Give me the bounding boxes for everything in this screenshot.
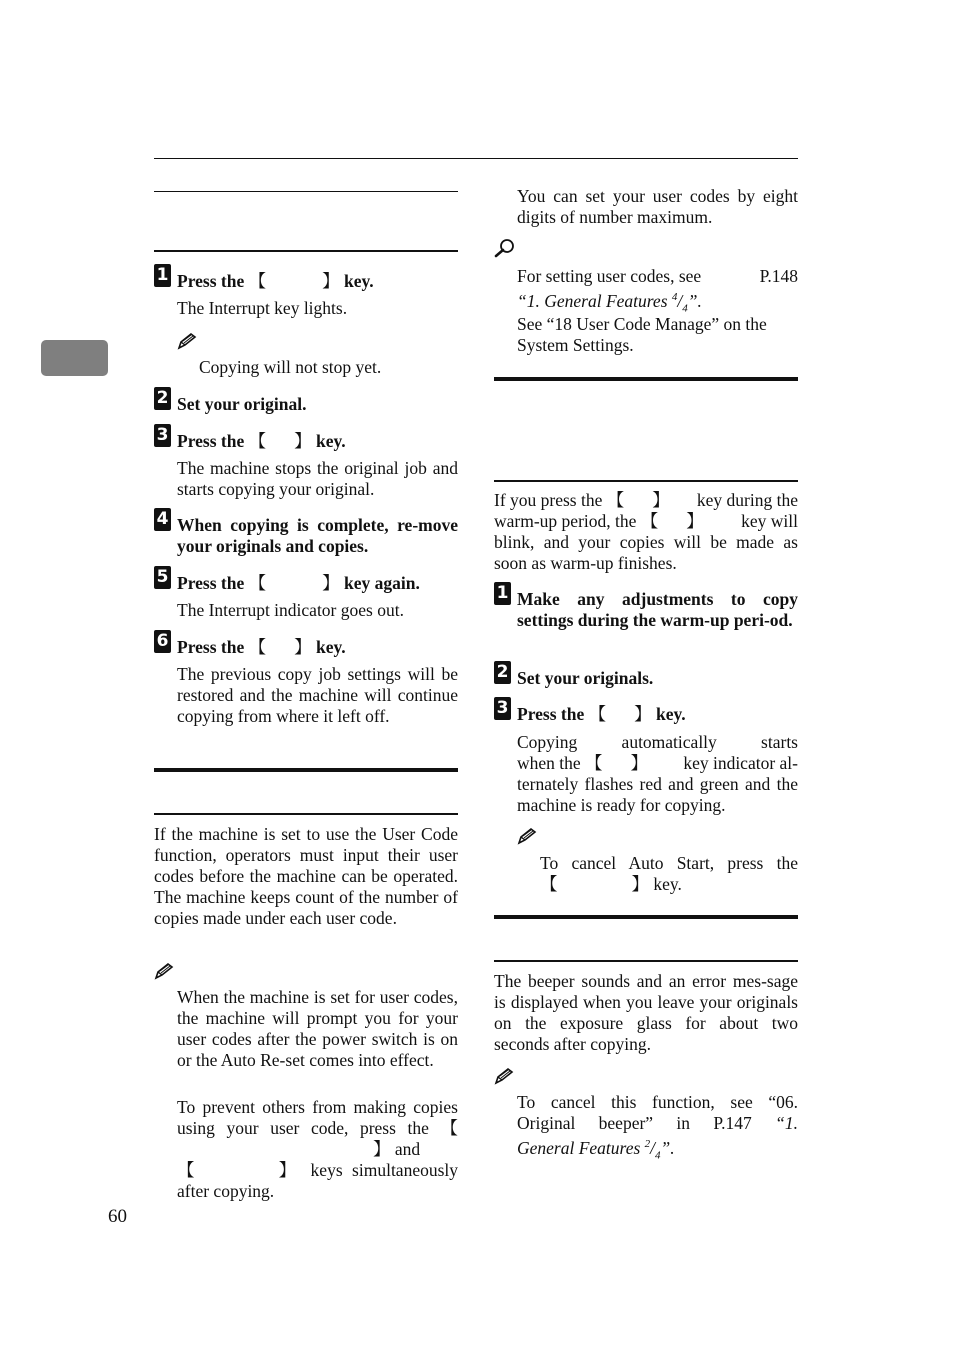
bracket-open: 【 <box>585 753 603 773</box>
step-text-pre: Press the <box>177 431 249 451</box>
bracket-open: 【 <box>588 704 607 724</box>
section-title-rule <box>154 813 458 815</box>
intro-d: key will <box>741 511 798 531</box>
ref1-end: ”. <box>687 290 702 311</box>
beeper-note-pre: To cancel this function, see “06. Original beeper” in <box>517 1092 798 1133</box>
bracket-close: 】 <box>273 1160 302 1180</box>
intro-a: If you press the <box>494 490 607 510</box>
note-text: Copying will not stop yet. <box>199 357 382 377</box>
beeper-note: To cancel this function, see “06. Original beeper” in P.147 “1. General Features $^2/_4$”. <box>517 1092 799 1162</box>
step-number: 2 <box>494 661 511 684</box>
bracket-open: 【 <box>248 271 267 291</box>
bracket-open: 【 <box>177 1160 200 1180</box>
step-text: Set your originals. <box>517 668 654 688</box>
user-code-intro: If the machine is set to use the User Code function, operators must input their user codes before the machine can be operated. The machine keeps count of the number of copies made under each user code. <box>154 824 458 928</box>
step-text-pre: Press the <box>177 271 249 291</box>
user-code-note-a: When the machine is set for user codes, the machine will prompt you for your user codes after the power switch is on or the Auto Re-set comes into effect. <box>177 987 458 1070</box>
chapter-tab <box>41 340 108 376</box>
bracket-open: 【 <box>540 874 558 894</box>
left-section-top-rule <box>154 191 458 192</box>
bracket-close: 】 <box>294 637 312 657</box>
note-b-post: keys simultaneously after copying. <box>177 1160 459 1201</box>
step-number: 1 <box>494 582 511 605</box>
pencil-note-icon <box>494 1067 514 1085</box>
bracket-close: 】 <box>373 1139 391 1159</box>
step-number: 3 <box>494 697 511 720</box>
note-post: key. <box>649 874 682 894</box>
user-code-note-b <box>177 1097 458 1202</box>
bracket-close: 】 <box>631 874 649 894</box>
bracket-close: 】 <box>686 511 704 531</box>
section-title-rule <box>494 480 798 482</box>
intro-e: blink, and your copies will be made as soon as warm-up finishes. <box>494 532 798 573</box>
ref1-page[interactable]: P.148 <box>759 266 798 286</box>
ref1-title: “1. General Features <box>517 290 672 311</box>
step-1-desc: The Interrupt key lights. <box>177 298 348 318</box>
fraction-num: 4 <box>671 291 678 303</box>
step-text-post: key. <box>311 637 346 657</box>
step-text: Make any adjustments to copy settings during the warm-up peri-od. <box>517 589 798 630</box>
bracket-close: 】 <box>652 490 670 510</box>
step-number: 4 <box>154 508 171 531</box>
step-text-pre: Press the <box>517 704 589 724</box>
step-text-post: key again. <box>339 573 420 593</box>
beeper-note-title-a: “1. <box>775 1113 799 1133</box>
reference-2: See “18 User Code Manage” on the System Settings. <box>517 314 767 355</box>
note-b-and: and <box>390 1139 421 1159</box>
auto-start-note <box>540 853 798 895</box>
bracket-open: 【 <box>640 511 659 531</box>
beeper-note-end: ”. <box>660 1137 675 1158</box>
bracket-close: 】 <box>322 573 340 593</box>
auto-start-intro <box>494 490 798 574</box>
bracket-open: 【 <box>606 490 625 510</box>
pencil-note-icon <box>517 827 537 845</box>
user-code-limit: You can set your user codes by eight digits of number maximum. <box>517 186 798 227</box>
step-number: 1 <box>154 264 171 287</box>
page-number: 60 <box>108 1206 127 1227</box>
step-text: When copying is complete, re-move your originals and copies. <box>177 515 458 556</box>
step-number: 3 <box>154 424 171 447</box>
desc-b-post: key indicator al- <box>683 753 798 773</box>
beeper-note-page[interactable]: P.147 <box>713 1113 752 1133</box>
step-5-desc: The Interrupt indicator goes out. <box>177 600 404 620</box>
bracket-close: 】 <box>294 431 312 451</box>
ref1-text: For setting user codes, see <box>517 266 702 286</box>
auto-step-3-desc <box>517 732 798 816</box>
fraction-num: 2 <box>644 1138 651 1150</box>
step-number: 2 <box>154 387 171 410</box>
pencil-note-icon <box>177 332 197 350</box>
note-b-pre: To prevent others from making copies using your user code, press the <box>177 1097 458 1138</box>
step-text-pre: Press the <box>177 573 249 593</box>
bracket-close: 】 <box>630 753 649 773</box>
step-text-post: key. <box>339 271 374 291</box>
desc-b-pre: when the <box>517 753 586 773</box>
beeper-note-title-b: General Features <box>517 1137 645 1158</box>
note-pre: To cancel Auto Start, press the <box>540 853 798 873</box>
left-section-title-rule <box>154 250 458 252</box>
step-number: 5 <box>154 566 171 589</box>
pencil-note-icon <box>154 962 174 980</box>
magnifier-reference-icon <box>494 238 516 258</box>
reference-1: For setting user codes, see P.148 “1. General Features $^4/_4$”. <box>517 266 798 315</box>
desc-c: ternately flashes red and green and the machine is ready for copying. <box>517 774 798 815</box>
step-text: Set your original. <box>177 394 307 414</box>
step-6-desc: The previous copy job settings will be restored and the machine will continue copying from where it left off. <box>177 664 458 726</box>
step-3-desc: The machine stops the original job and starts copying your original. <box>177 458 458 499</box>
bracket-open: 【 <box>440 1118 458 1138</box>
section-title-rule <box>494 960 798 962</box>
desc-a: Copying automatically starts <box>517 732 798 752</box>
step-text-post: key. <box>311 431 346 451</box>
intro-b: key during the <box>696 490 798 510</box>
section-rule <box>494 915 798 919</box>
intro-c: warm-up period, the <box>494 511 641 531</box>
section-rule <box>494 377 798 381</box>
section-rule <box>154 768 458 772</box>
bracket-open: 【 <box>248 431 267 451</box>
fraction-den: 4 <box>682 302 688 315</box>
fraction-den: 4 <box>655 1149 661 1162</box>
step-text-pre: Press the <box>177 637 249 657</box>
step-text-post: key. <box>651 704 686 724</box>
bracket-close: 】 <box>634 704 652 724</box>
bracket-close: 】 <box>322 271 340 291</box>
step-number: 6 <box>154 630 171 653</box>
beeper-text: The beeper sounds and an error mes-sage is displayed when you leave your originals on the exposure glass for about two seconds after copying. <box>494 971 798 1054</box>
bracket-open: 【 <box>248 637 267 657</box>
header-rule <box>154 158 798 159</box>
bracket-open: 【 <box>248 573 267 593</box>
